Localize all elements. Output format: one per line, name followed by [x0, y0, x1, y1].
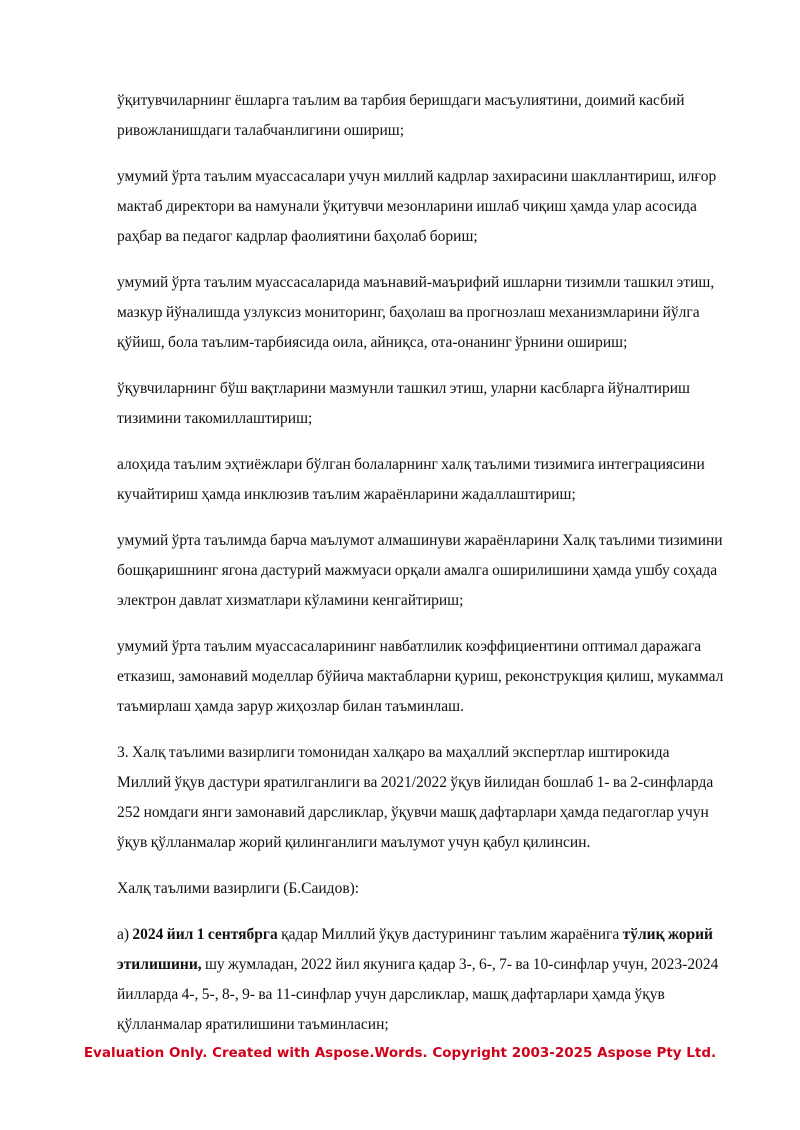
paragraph-9: Халқ таълими вазирлиги (Б.Саидов): [117, 880, 360, 897]
evaluation-watermark: Evaluation Only. Created with Aspose.Words. Copyright 2003-2025 Aspose Pty Ltd. [83, 1045, 717, 1061]
paragraph-10-bold-date: 2024 йил 1 сентябрга [132, 926, 278, 943]
paragraph-2: умумий ўрта таълим муассасалари учун миллий кадрлар захирасини шакллантириш, илғор мактаб директори ва намунали ўқитувчи мезонларини ишлаб чиқиш ҳамда улар асосида раҳбар ва педагог кадрлар фаолиятини баҳолаб бориш; [117, 168, 717, 245]
document-page [117, 86, 745, 1056]
paragraph-10 [117, 920, 745, 1040]
paragraph-10-middle: қадар Миллий ўқув дастурининг таълим жараёнига [277, 926, 623, 943]
paragraph-4: ўқувчиларнинг бўш вақтларини мазмунли ташкил этиш, уларни касбларга йўналтириш тизимини такомиллаштириш; [117, 380, 690, 427]
paragraph-8: 3. Халқ таълими вазирлиги томонидан халқаро ва маҳаллий экспертлар иштирокида Миллий ўқув дастури яратилганлиги ва 2021/2022 ўқув йилидан бошлаб 1- ва 2-синфларда 252 номдаги янги замонавий дарсликлар, ўқувчи машқ дафтарлари ҳамда педагоглар учун ўқув қўлланмалар жорий қилинганлиги маълумот учун қабул қилинсин. [117, 744, 714, 851]
paragraph-7: умумий ўрта таълим муассасаларининг навбатлилик коэффициентини оптимал даражага етказиш, замонавий моделлар бўйича мактабларни қуриш, реконструкция қилиш, мукаммал таъмирлаш ҳамда зарур жиҳозлар билан таъминлаш. [117, 638, 724, 715]
paragraph-10-prefix: а) [117, 926, 133, 943]
paragraph-5: алоҳида таълим эҳтиёжлари бўлган болаларнинг халқ таълими тизимига интеграциясини кучайтириш ҳамда инклюзив таълим жараёнларини жадаллаштириш; [117, 456, 705, 503]
paragraph-10-rest: шу жумладан, 2022 йил якунига қадар 3-, 6-, 7- ва 10-синфлар учун, 2023-2024 йилларда 4-, 5-, 8-, 9- ва 11-синфлар учун дарсликлар, машқ дафтарлари ҳамда ўқув қўлланмалар яратилишини таъминласин; [117, 956, 719, 1033]
paragraph-10-bold-phrase: тўлиқ жорий этилишини, [117, 926, 713, 973]
paragraph-6: умумий ўрта таълимда барча маълумот алмашинуви жараёнларини Халқ таълими тизимини бошқаришнинг ягона дастурий мажмуаси орқали амалга оширилишини ҳамда ушбу соҳада электрон давлат хизматлари кўламини кенгайтириш; [117, 532, 723, 609]
paragraph-3: умумий ўрта таълим муассасаларида маънавий-маърифий ишларни тизимли ташкил этиш, мазкур йўналишда узлуксиз мониторинг, баҳолаш ва прогнозлаш механизмларини йўлга қўйиш, бола таълим-тарбиясида оила, айниқса, ота-онанинг ўрнини ошириш; [117, 274, 715, 351]
paragraph-1: ўқитувчиларнинг ёшларга таълим ва тарбия беришдаги масъулиятини, доимий касбий ривожланишдаги талабчанлигини ошириш; [117, 92, 685, 139]
